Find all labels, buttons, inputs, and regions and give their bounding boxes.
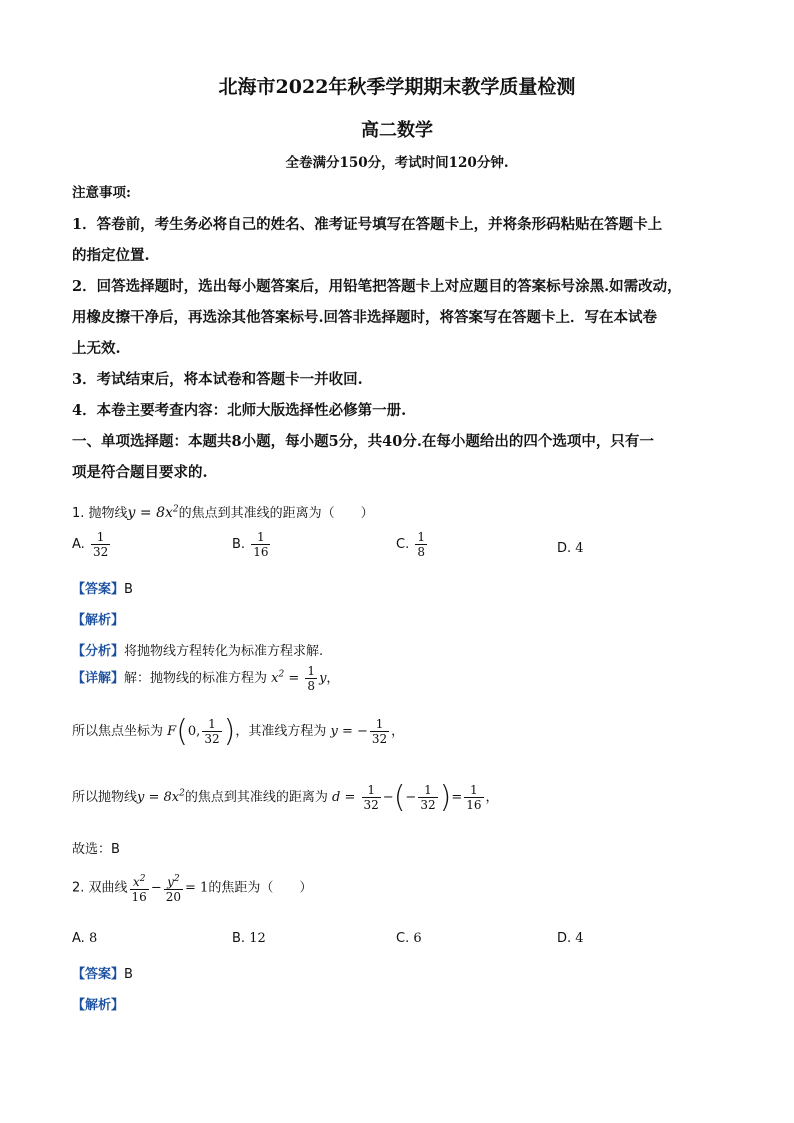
- q1-fenxi-tag: 【分析】: [72, 644, 125, 659]
- q1-distance-formula: d =: [332, 790, 360, 805]
- question-1-prefix: 1. 抛物线: [72, 506, 128, 521]
- q1-answer-value: B: [124, 582, 133, 597]
- q1-step-1-fraction: $\frac{1}{8}$: [307, 664, 316, 693]
- note-1-line-1: 1．答卷前，考生务必将自己的姓名、准考证号填写在答题卡上，并将条形码粘贴在答题卡上: [72, 216, 663, 233]
- q1-option-b-label: B.: [232, 537, 246, 552]
- q2-option-b-value: 12: [249, 931, 266, 946]
- note-4: 4．本卷主要考查内容：北师大版选择性必修第一册.: [72, 402, 407, 419]
- q1-directrix: y = −: [330, 724, 368, 739]
- q2-option-d-label: D.: [557, 931, 572, 946]
- q2-option-c-label: C.: [396, 931, 410, 946]
- q2-answer-tag: 【答案】: [72, 967, 125, 982]
- q2-option-a: [72, 931, 97, 946]
- q1-step-3-equation: $y = 8x^2$: [137, 788, 185, 805]
- q2-option-d: [557, 931, 584, 946]
- exam-title: 北海市2022年秋季学期期末教学质量检测: [218, 76, 576, 98]
- q1-answer: [72, 578, 133, 597]
- q2-analysis-tag: 【解析】: [72, 998, 125, 1013]
- q2-option-a-label: A.: [72, 931, 85, 946]
- question-2-suffix: 的焦距为（ ）: [208, 880, 313, 896]
- q2-option-b: [232, 931, 266, 946]
- q1-step-2-mid: ，其准线方程为: [235, 724, 327, 739]
- q2-answer-value: B: [124, 967, 133, 982]
- q1-fenxi-text: 将抛物线方程转化为标准方程求解.: [124, 644, 324, 659]
- q1-step-2-text: 所以焦点坐标为: [72, 724, 164, 739]
- note-1-line-2: 的指定位置.: [72, 247, 150, 264]
- notes-heading: 注意事项:: [72, 185, 131, 201]
- q1-step-1-formula: $x^2$ =: [271, 669, 304, 686]
- subject-title: 高二数学: [361, 120, 433, 141]
- q1-step-3-text: 所以抛物线: [72, 790, 138, 805]
- q2-option-c: [396, 931, 422, 946]
- q1-option-d-value: 4: [575, 541, 584, 556]
- q1-analysis-tag: 【解析】: [72, 613, 125, 628]
- question-1-equation: $y = 8x^2$: [127, 504, 179, 521]
- q2-option-a-value: 8: [88, 931, 98, 946]
- q1-option-c-fraction: $\frac{1}{8}$: [417, 530, 425, 559]
- q1-option-a: [72, 530, 112, 559]
- section-heading-line-2: 项是符合题目要求的.: [72, 464, 208, 481]
- note-2-line-2: 用橡皮擦干净后，再选涂其他答案标号.回答非选择题时，将答案写在答题卡上．写在本试卷: [72, 309, 658, 326]
- note-2-line-3: 上无效.: [72, 340, 121, 357]
- q1-step-3: 所以抛物线$y = 8x^2$的焦点到其准线的距离为 d = $\frac{1}{32}$ −(− $\frac{1}{32}$ )= $\frac{1}{16}$ ，: [72, 780, 499, 815]
- q1-analysis: [72, 609, 124, 628]
- q1-step-1-text: 解：抛物线的标准方程为: [124, 671, 268, 686]
- q1-focus-point: F: [167, 724, 177, 739]
- q1-option-d-label: D.: [557, 541, 572, 556]
- question-2: 2. 双曲线 $\frac{x^2}{16}$ − $\frac{y^2}{20}$ = 1的焦距为（ ）: [72, 874, 313, 904]
- question-2-frac-1: $\frac{x^2}{16}$: [131, 874, 147, 904]
- q1-step-3-mid: 的焦点到其准线的距离为: [184, 790, 328, 805]
- q1-xiangjie-tag: 【详解】: [72, 671, 125, 686]
- q1-answer-tag: 【答案】: [72, 582, 125, 597]
- q1-option-b: [232, 530, 272, 559]
- q2-option-b-label: B.: [232, 931, 246, 946]
- exam-info: 全卷满分150分，考试时间120分钟.: [285, 155, 509, 171]
- question-2-prefix: 2. 双曲线: [72, 880, 128, 896]
- q1-step-1: 【详解】解：抛物线的标准方程为 $x^2$ = $\frac{1}{8}$ y，: [72, 664, 340, 693]
- question-1: [72, 502, 374, 521]
- q1-option-b-fraction: $\frac{1}{16}$: [253, 530, 269, 559]
- q1-option-a-label: A.: [72, 537, 85, 552]
- note-3: 3．考试结束后，将本试卷和答题卡一并收回.: [72, 371, 363, 388]
- question-1-suffix: 的焦点到其准线的距离为（ ）: [178, 506, 374, 521]
- q2-answer: [72, 963, 133, 982]
- q1-conclusion: 故选：B: [72, 842, 120, 857]
- q1-option-d: [557, 541, 584, 556]
- q2-option-d-value: 4: [575, 931, 584, 946]
- question-2-frac-2: $\frac{y^2}{20}$: [165, 874, 182, 904]
- q2-option-c-value: 6: [413, 931, 422, 946]
- section-heading-line-1: 一、单项选择题：本题共8小题，每小题5分，共40分.在每小题给出的四个选项中，只有一: [72, 433, 654, 450]
- q2-analysis: [72, 994, 124, 1013]
- q1-step-2: 所以焦点坐标为 F(0, $\frac{1}{32}$ )，其准线方程为 y = − $\frac{1}{32}$ ，: [72, 714, 405, 749]
- q1-option-a-fraction: $\frac{1}{32}$: [92, 530, 109, 559]
- q1-option-c-label: C.: [396, 537, 410, 552]
- q1-option-c: [396, 530, 429, 559]
- note-2-line-1: 2．回答选择题时，选出每小题答案后，用铅笔把答题卡上对应题目的答案标号涂黑.如需改动，: [72, 278, 682, 295]
- q1-fenxi: [72, 640, 323, 659]
